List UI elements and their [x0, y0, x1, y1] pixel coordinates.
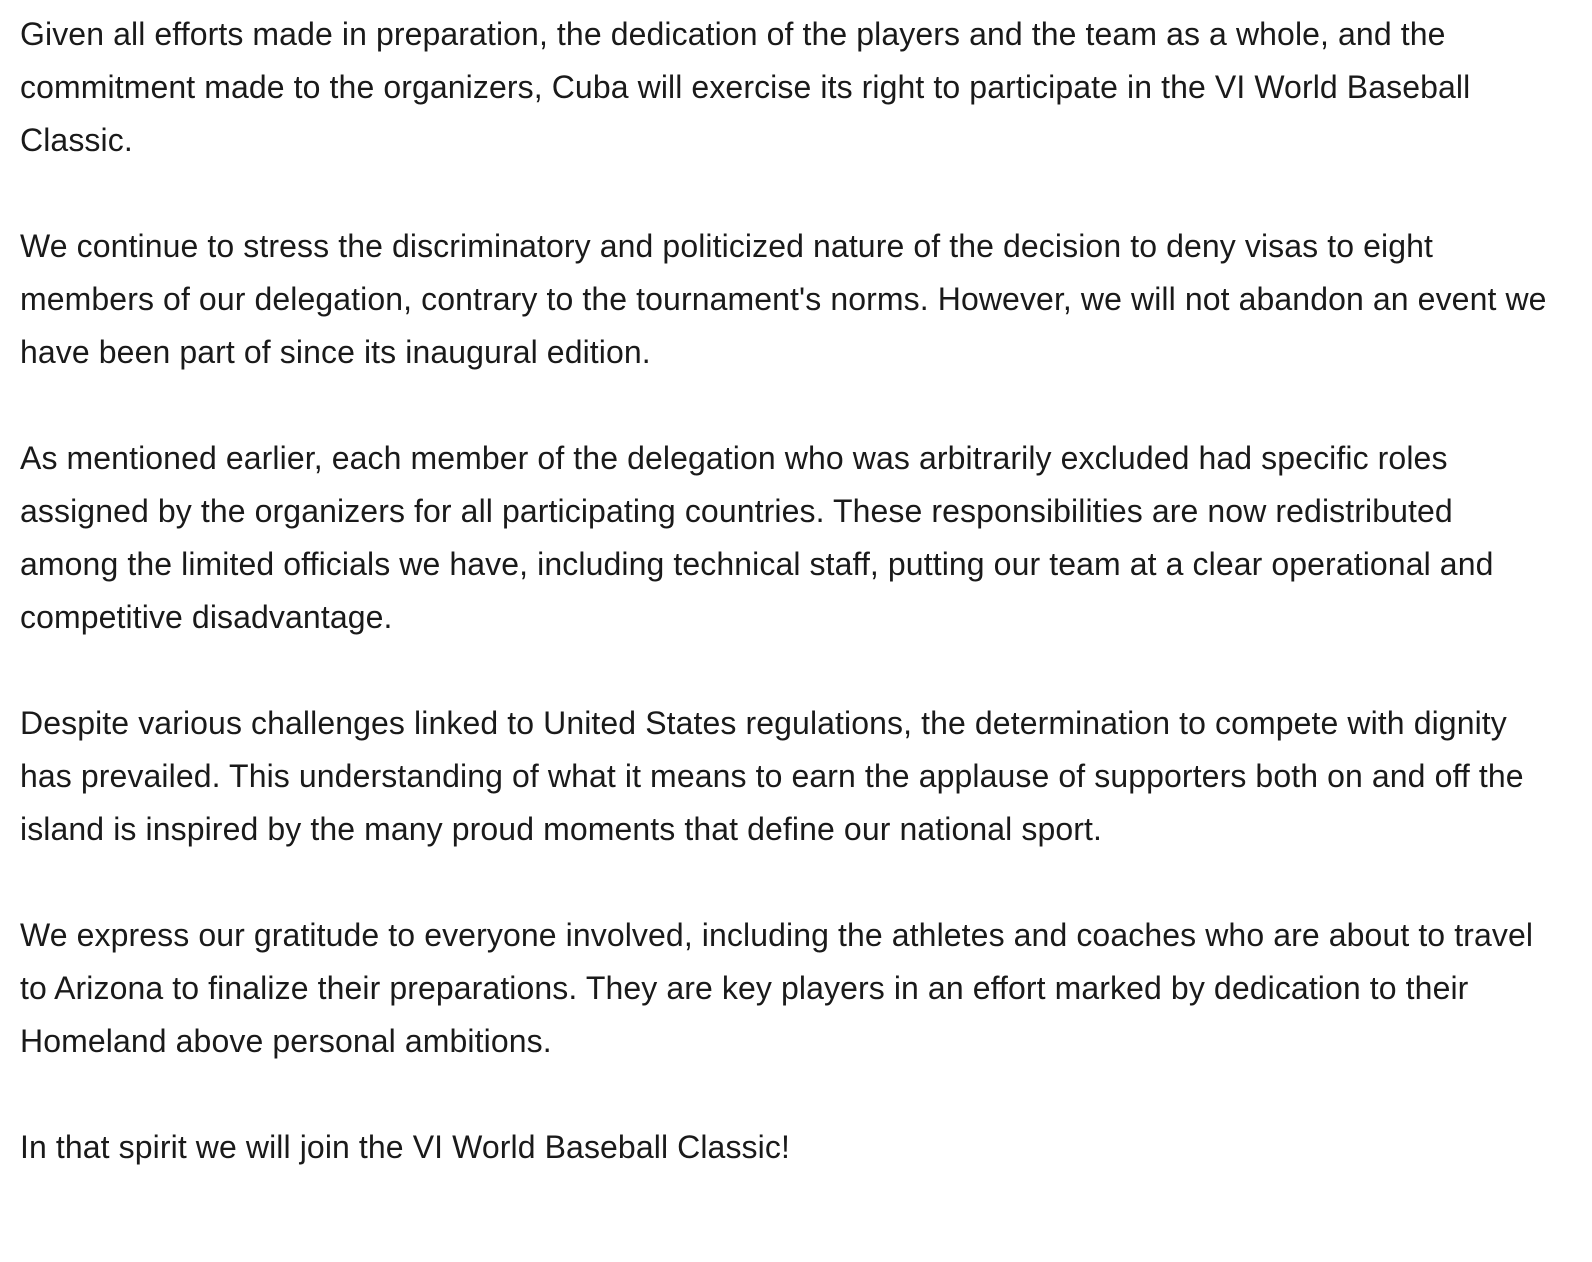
paragraph-participation: Given all efforts made in preparation, the dedication of the players and the team as a whole, and the commitment made to the organizers, Cuba will exercise its right to participate in the VI World Baseball Classic.: [20, 16, 1471, 158]
paragraph-determination: Despite various challenges linked to United States regulations, the determination to compete with dignity has prevailed. This understanding of what it means to earn the applause of supporters both on and off the island is inspired by the many proud moments that define our national sport.: [20, 705, 1524, 847]
article-body: [20, 8, 1552, 1174]
paragraph-excluded-roles: As mentioned earlier, each member of the delegation who was arbitrarily excluded had specific roles assigned by the organizers for all participating countries. These responsibilities are now redistributed among the limited officials we have, including technical staff, putting our team at a clear operational and competitive disadvantage.: [20, 440, 1494, 635]
paragraph-gratitude: We express our gratitude to everyone involved, including the athletes and coaches who are about to travel to Arizona to finalize their preparations. They are key players in an effort marked by dedication to their Homeland above personal ambitions.: [20, 917, 1534, 1059]
paragraph-visa-denial: We continue to stress the discriminatory and politicized nature of the decision to deny visas to eight members of our delegation, contrary to the tournament's norms. However, we will not abandon an event we have been part of since its inaugural edition.: [20, 228, 1547, 370]
paragraph-closing: In that spirit we will join the VI World Baseball Classic!: [20, 1129, 790, 1165]
